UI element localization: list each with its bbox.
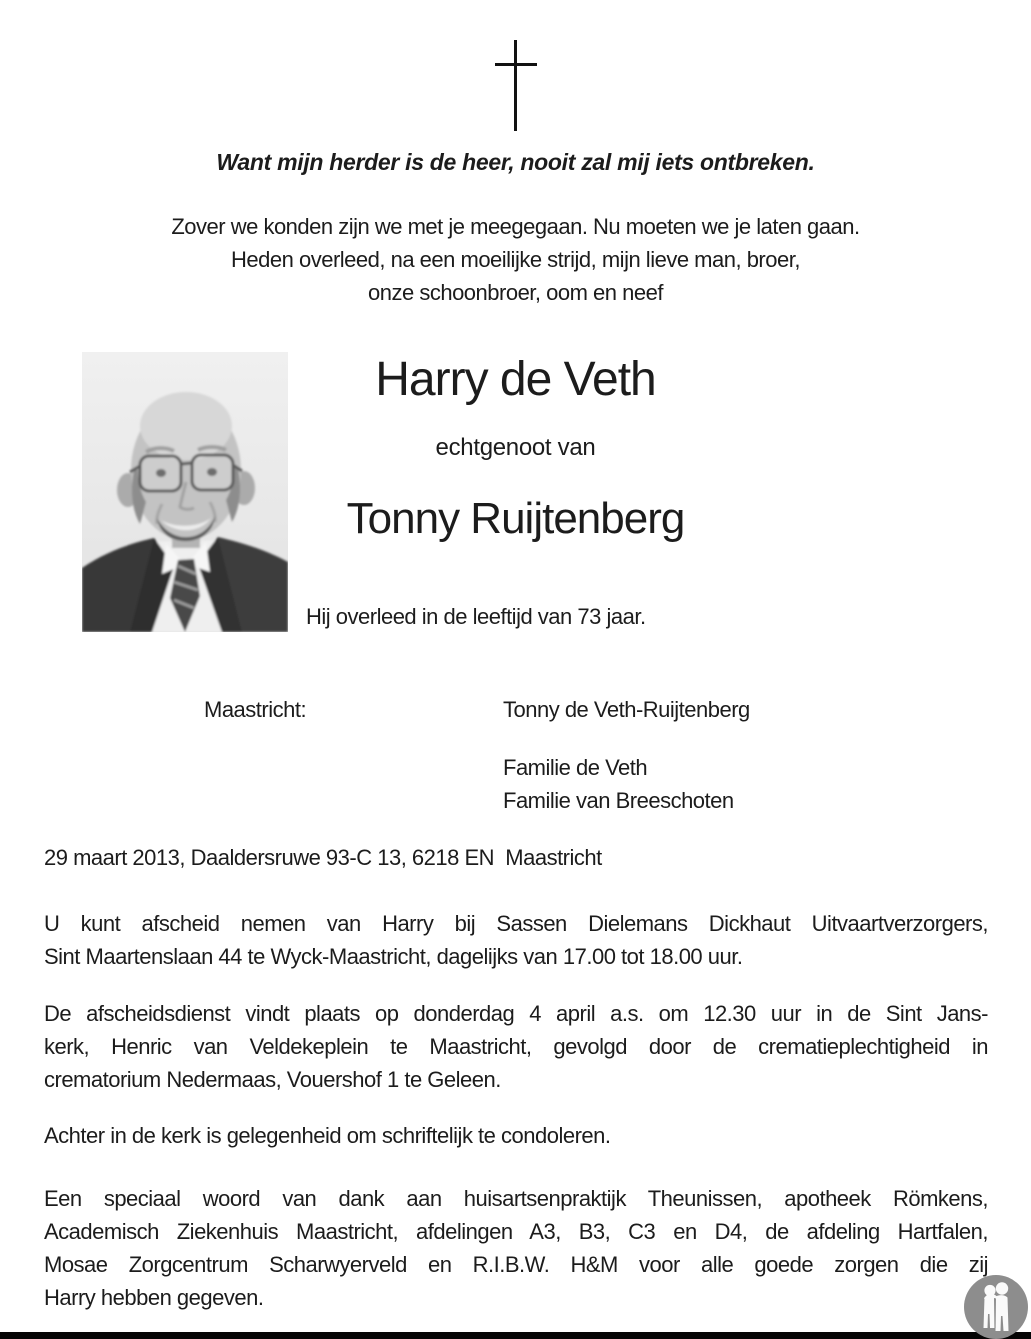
memorial-logo-icon (963, 1274, 1029, 1339)
visitation-line: Sint Maartenslaan 44 te Wyck-Maastricht, dagelijks van 17.00 tot 18.00 uur. (44, 944, 743, 969)
widow-name: Tonny de Veth-Ruijtenberg (503, 697, 750, 722)
relation-label: echtgenoot van (435, 434, 596, 461)
age-line: Hij overleed in de leeftijd van 73 jaar. (306, 604, 646, 629)
thanks-line: Een speciaal woord van dank aan huisartsenpraktijk Theunissen, apotheek Römkens, (44, 1186, 988, 1211)
intro-line: Heden overleed, na een moeilijke strijd, mijn lieve man, broer, (231, 247, 800, 272)
intro-line: Zover we konden zijn we met je meegegaan. Nu moeten we je laten gaan. (171, 214, 860, 239)
visitation-paragraph (44, 907, 988, 973)
service-paragraph (44, 997, 988, 1096)
city-label: Maastricht: (204, 697, 307, 722)
family-names (503, 751, 734, 817)
service-line: De afscheidsdienst vindt plaats op donderdag 4 april a.s. om 12.30 uur in de Sint Jans- (44, 1001, 988, 1026)
scripture-quote: Want mijn herder is de heer, nooit zal mij iets ontbreken. (216, 149, 815, 175)
thanks-line: Harry hebben gegeven. (44, 1285, 264, 1310)
spouse-name-heading: Tonny Ruijtenberg (346, 494, 685, 543)
date-address-line: 29 maart 2013, Daaldersruwe 93-C 13, 6218 EN Maastricht (44, 845, 602, 870)
thanks-paragraph (44, 1182, 988, 1314)
visitation-line: U kunt afscheid nemen van Harry bij Sassen Dielemans Dickhaut Uitvaartverzorgers, (44, 911, 988, 936)
service-line: crematorium Nedermaas, Vouershof 1 te Geleen. (44, 1067, 501, 1092)
deceased-name-heading: Harry de Veth (375, 353, 656, 406)
family-name-line: Familie de Veth (503, 755, 648, 780)
family-name-line: Familie van Breeschoten (503, 788, 734, 813)
intro-paragraph (0, 210, 1031, 309)
condolence-line: Achter in de kerk is gelegenheid om schriftelijk te condoleren. (44, 1123, 611, 1148)
intro-line: onze schoonbroer, oom en neef (368, 280, 663, 305)
bottom-border-bar (0, 1332, 1031, 1339)
thanks-line: Mosae Zorgcentrum Scharwyerveld en R.I.B.W. H&M voor alle goede zorgen die zij (44, 1252, 988, 1277)
thanks-line: Academisch Ziekenhuis Maastricht, afdelingen A3, B3, C3 en D4, de afdeling Hartfalen, (44, 1219, 988, 1244)
service-line: kerk, Henric van Veldekeplein te Maastricht, gevolgd door de crematieplechtigheid in (44, 1034, 988, 1059)
